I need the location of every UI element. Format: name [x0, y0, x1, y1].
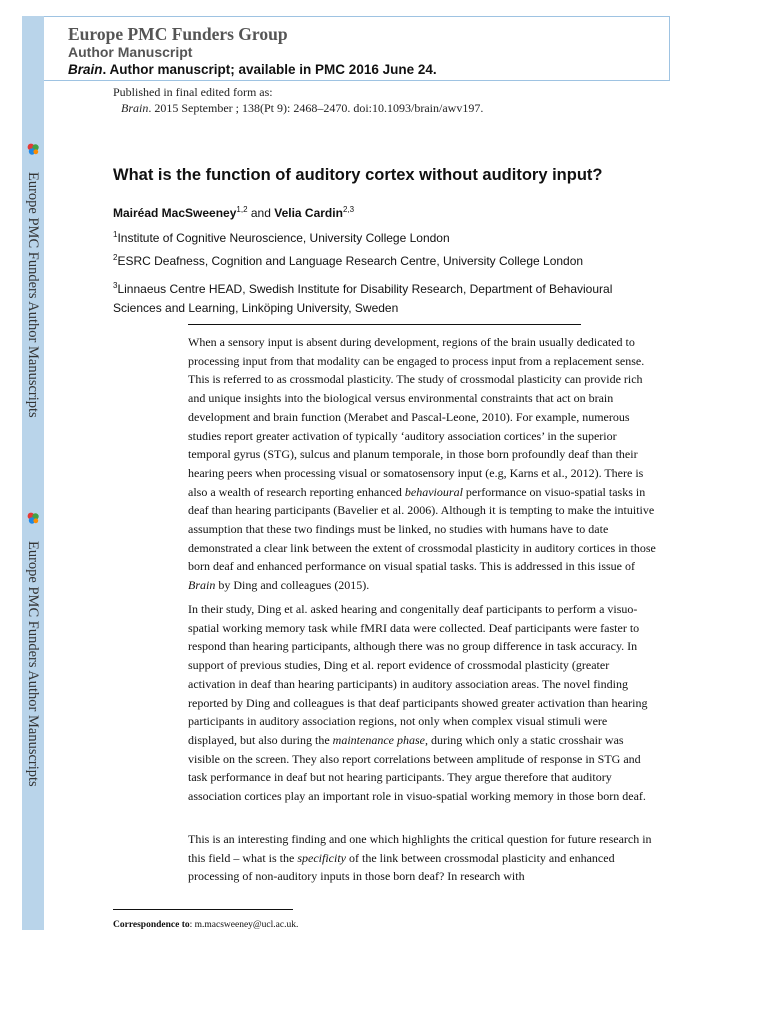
paragraph-3: This is an interesting finding and one which highlights the critical question for future research in this field – what is the specificity of the link between crossmodal plasticity and enhanced processing of non-auditory inputs in those born deaf? In research with	[188, 832, 652, 884]
published-label: Published in final edited form as:	[113, 85, 273, 99]
footnote-divider	[113, 909, 293, 910]
availability-text: . Author manuscript; available in PMC 2016 June 24.	[102, 62, 437, 77]
citation-journal: Brain	[121, 101, 149, 115]
affiliation-text: ESRC Deafness, Cognition and Language Research Centre, University College London	[117, 254, 584, 268]
published-citation	[121, 101, 483, 116]
paragraph-1: When a sensory input is absent during development, regions of the brain usually dedicated to processing input from that modality can be engaged to process input from a replacement sense. This is referred to as crossmodal plasticity. The study of crossmodal plasticity can provide rich and unique insights into the biological versus environmental constraints that act on brain development and brain function (Merabet and Pascal-Leone, 2010). For example, numerous studies report greater activation of typically ‘auditory association cortices’ in the superior temporal gyrus (STG), sulcus and planum temporale, in those born profoundly deaf than their hearing peers when processing visual or somatosensory input (e.g, Karns et al., 2012). There is also a wealth of research reporting enhanced behavioural performance on visuo-spatial tasks in deaf than hearing participants (Bavelier et al. 2006). Although it is tempting to make the intuitive assumption that these two findings must be linked, no studies with humans have to date demonstrated a clear link between the extent of crossmodal plasticity in auditory cortices in those born deaf and enhanced performance on visual spatial tasks. This is addressed in this issue of Brain by Ding and colleagues (2015).	[188, 335, 656, 593]
affiliation-3	[113, 276, 653, 318]
affiliation-number: 3	[113, 281, 118, 290]
author-1-affil: 1,2	[236, 205, 248, 214]
europe-pmc-logo-icon	[26, 511, 40, 525]
correspondence-note	[113, 920, 298, 930]
abstract-divider	[188, 324, 581, 325]
affiliation-text: Linnaeus Centre HEAD, Swedish Institute for Disability Research, Department of Behavioural Sciences and Learning, Linköping University, Sweden	[113, 282, 613, 315]
affiliation-number: 2	[113, 253, 118, 262]
author-2-affil: 2,3	[342, 205, 355, 214]
affiliation-number: 1	[113, 230, 118, 239]
author-1: Mairéad MacSweeney	[113, 206, 237, 220]
journal-name: Brain	[68, 62, 103, 77]
citation-text: . 2015 September ; 138(Pt 9): 2468–2470. doi:10.1093/brain/awv197.	[148, 101, 484, 115]
author-list	[113, 205, 354, 220]
article-title: What is the function of auditory cortex without auditory input?	[113, 166, 603, 184]
correspondence-email: : m.macsweeney@ucl.ac.uk.	[189, 920, 299, 930]
availability-line	[68, 62, 437, 77]
affiliation-2	[113, 248, 653, 271]
sidebar-label-text: Europe PMC Funders Author Manuscripts	[25, 172, 41, 418]
funders-group-title: Europe PMC Funders Group	[68, 24, 288, 44]
author-2: Velia Cardin	[274, 206, 343, 220]
affiliation-text: Institute of Cognitive Neuroscience, University College London	[117, 231, 450, 245]
sidebar-label-text: Europe PMC Funders Author Manuscripts	[25, 541, 41, 787]
author-joiner: and	[247, 206, 275, 220]
paragraph-2: In their study, Ding et al. asked hearing and congenitally deaf participants to perform a visuo-spatial working memory task while fMRI data were collected. Deaf participants were faster to respond than hearing participants, although there was no group difference in task accuracy. In support of previous studies, Ding et al. report evidence of crossmodal plasticity (greater activation in deaf than hearing participants) in auditory association areas. The novel finding reported by Ding and colleagues is that deaf participants showed greater activation than hearing participants in auditory association regions, not only when complex visual stimuli were displayed, but also during the maintenance phase, during which only a static crosshair was visible on the screen. They also report correlations between amplitude of response in STG and task performance in deaf but not hearing participants. They argue therefore that auditory association cortices play an important role in visuo-spatial working memory in those born deaf.	[188, 602, 648, 804]
correspondence-label: Correspondence to	[113, 920, 190, 930]
europe-pmc-logo-icon	[26, 142, 40, 156]
author-manuscript-label: Author Manuscript	[68, 44, 193, 60]
affiliation-1	[113, 225, 653, 248]
